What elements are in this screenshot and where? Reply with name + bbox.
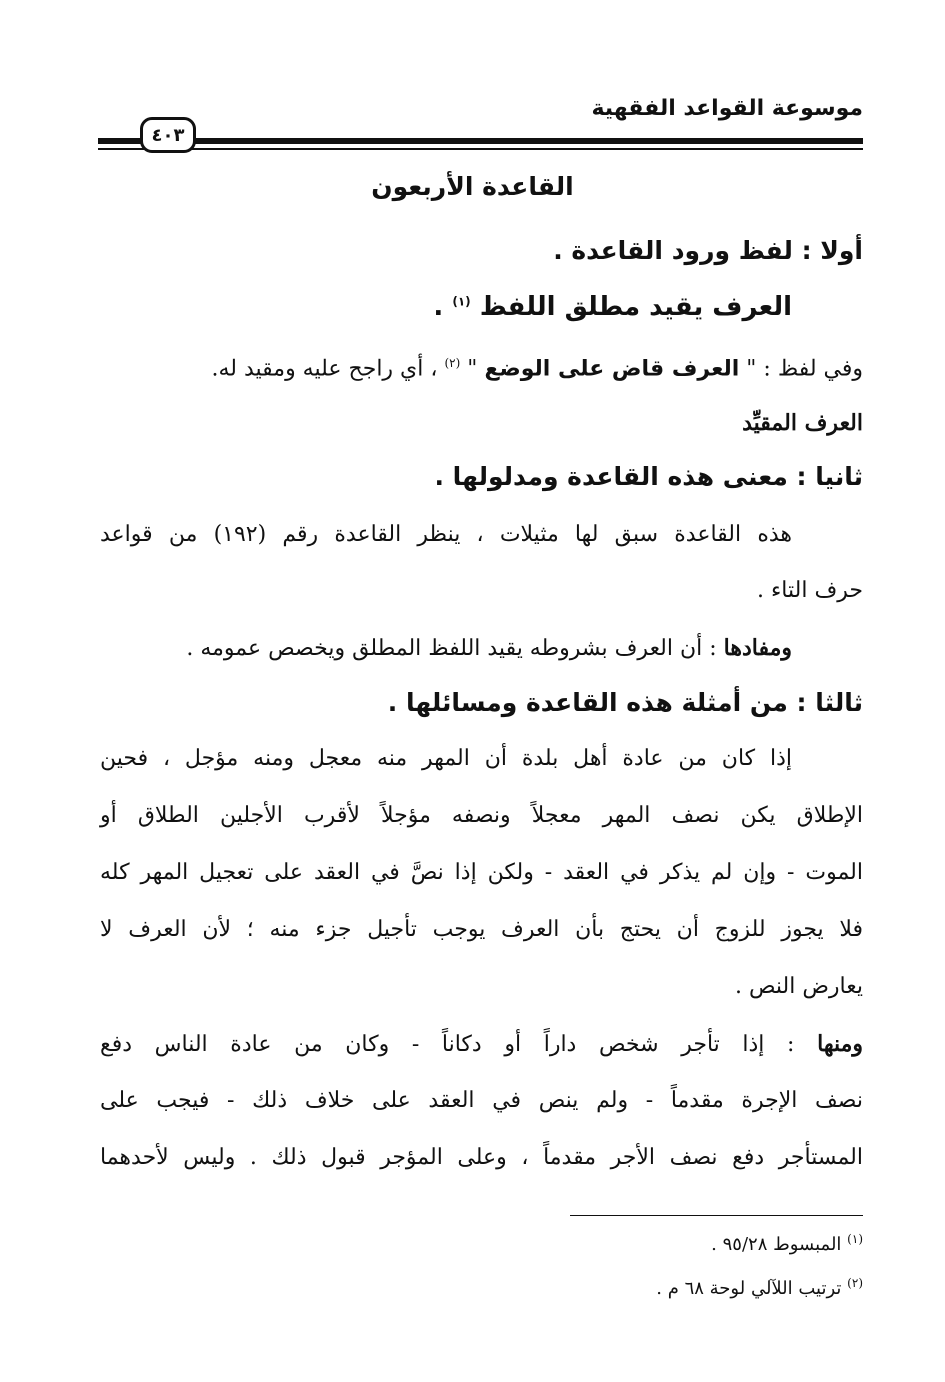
example2-line-2: نصف الإجرة مقدماً - ولم ينص في العقد على خلاف ذلك - فيجب على	[100, 1088, 863, 1113]
meaning-label: ومفادها	[723, 635, 792, 661]
example1-line-5: يعارض النص .	[734, 974, 863, 999]
variant-post: ، أي راجح عليه ومقيد له.	[211, 356, 438, 382]
footnote-text-1: المبسوط ٩٥/٢٨ .	[711, 1234, 842, 1255]
variant-bold: العرف قاض على الوضع	[484, 356, 740, 382]
example1-line-4: فلا يجوز للزوج أن يحتج بأن العرف يوجب تأجيل جزء منه ؛ لأن العرف لا	[100, 917, 863, 942]
example1-line-3: الموت - وإن لم يذكر في العقد - ولكن إذا نصَّ في العقد على تعجيل المهر كله	[100, 860, 863, 885]
rule-short-name: العرف المقيِّد	[742, 410, 863, 436]
example2-label: ومنها	[817, 1031, 863, 1057]
example2-line-3: المستأجر دفع نصف الأجر مقدماً ، وعلى المؤجر قبول ذلك . وليس لأحدهما	[100, 1145, 863, 1170]
example1-line-2: الإطلاق يكن نصف المهر معجلاً ونصفه مؤجلاً لأقرب الأجلين الطلاق أو	[100, 803, 863, 828]
footnote-1	[711, 1232, 863, 1255]
running-title: موسوعة القواعد الفقهية	[591, 96, 863, 121]
footnote-2	[656, 1276, 863, 1299]
example2-line-1	[100, 1031, 863, 1057]
variant-mid: "	[460, 356, 478, 382]
footnote-ref-2: (٢)	[444, 356, 461, 370]
footnote-ref-1: (١)	[452, 294, 471, 309]
rule-title: القاعدة الأربعون	[371, 172, 574, 201]
meaning-line-2: حرف التاء .	[756, 578, 863, 603]
header-rule-thin	[98, 148, 863, 150]
example1-line-1: إذا كان من عادة أهل بلدة أن المهر منه معجل ومنه مؤجل ، فحين	[100, 746, 792, 771]
page-number: ٤٠٣	[140, 117, 196, 153]
meaning-text: : أن العرف بشروطه يقيد اللفظ المطلق ويخصص عمومه .	[186, 636, 724, 661]
meaning-summary	[186, 635, 792, 661]
rule-statement	[433, 292, 792, 322]
footnote-rule	[570, 1215, 863, 1216]
meaning-line-1: هذه القاعدة سبق لها مثيلات ، ينظر القاعدة رقم (١٩٢) من قواعد	[100, 522, 792, 547]
footnote-mark-1: (١)	[847, 1232, 863, 1246]
variant-wording	[211, 356, 863, 381]
footnote-mark-2: (٢)	[847, 1276, 863, 1290]
section1-heading: أولا : لفظ ورود القاعدة .	[553, 236, 863, 265]
header-rule-thick	[98, 138, 863, 144]
example2-first: : إذا تأجر شخص داراً أو دكاناً - وكان من عادة الناس دفع	[100, 1032, 818, 1057]
section2-heading: ثانيا : معنى هذه القاعدة ومدلولها .	[434, 462, 863, 491]
variant-pre: وفي لفظ : "	[746, 356, 863, 382]
footnote-text-2: ترتيب اللآلي لوحة ٦٨ م .	[656, 1278, 842, 1299]
rule-text: العرف يقيد مطلق اللفظ	[479, 292, 792, 322]
rule-end: .	[433, 292, 444, 322]
section3-heading: ثالثا : من أمثلة هذه القاعدة ومسائلها .	[387, 688, 863, 717]
